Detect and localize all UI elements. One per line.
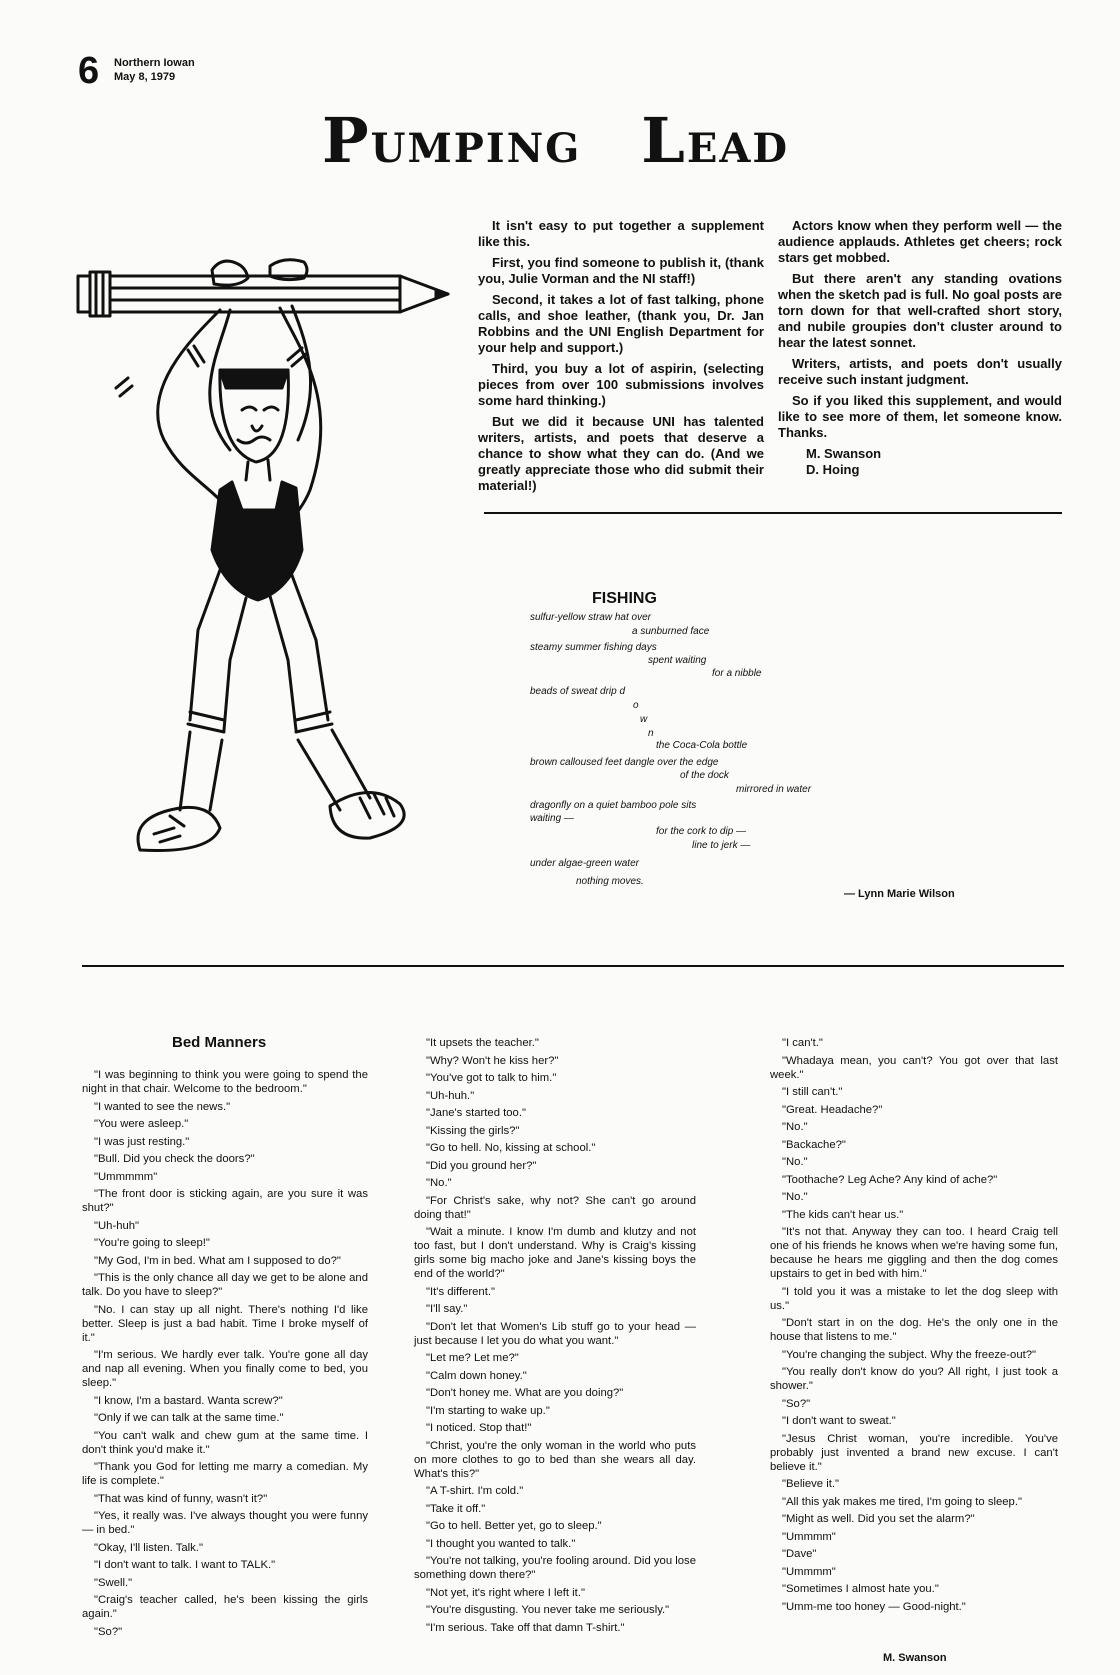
- poem-line: brown calloused feet dangle over the edge: [530, 757, 719, 768]
- paper-name: Northern Iowan: [114, 57, 195, 69]
- dialogue-paragraph: "You can't walk and chew gum at the same time. I don't think you'd make it.": [82, 1429, 368, 1456]
- dialogue-paragraph: "I was just resting.": [94, 1135, 190, 1148]
- poem-line: spent waiting: [648, 655, 707, 666]
- dialogue-paragraph: "Yes, it really was. I've always thought you were funny — in bed.": [82, 1510, 368, 1536]
- dialogue-paragraph: "I don't want to sweat.": [782, 1415, 896, 1427]
- masthead-block: [114, 56, 195, 84]
- dialogue-paragraph: "No.": [426, 1177, 452, 1189]
- dialogue-paragraph: "Great. Headache?": [782, 1103, 883, 1116]
- pencil-icon: [78, 272, 448, 316]
- intro-column-left: [478, 218, 764, 493]
- dialogue-paragraph: "I'm serious. We hardly ever talk. You're gone all day and nap all evening. When you finally come to bed, you sleep.": [82, 1349, 368, 1389]
- dialogue-paragraph: "All this yak makes me tired, I'm going to sleep.": [782, 1495, 1022, 1508]
- divider-rule: [484, 512, 1062, 514]
- dialogue-paragraph: "Not yet, it's right where I left it.": [426, 1586, 585, 1599]
- dialogue-paragraph: "Ummmm": [782, 1530, 836, 1543]
- poem-line: n: [648, 728, 654, 739]
- poem-line: of the dock: [680, 770, 729, 781]
- dialogue-paragraph: "You're going to sleep!": [94, 1237, 210, 1249]
- poem-line: mirrored in water: [736, 784, 812, 795]
- dialogue-paragraph: "Did you ground her?": [426, 1159, 537, 1172]
- dialogue-paragraph: "I'm serious. Take off that damn T-shirt.": [426, 1621, 625, 1634]
- dialogue-paragraph: "Only if we can talk at the same time.": [94, 1412, 284, 1424]
- dialogue-paragraph: "No.": [782, 1156, 808, 1168]
- dialogue-paragraph: "I noticed. Stop that!": [426, 1422, 532, 1434]
- dialogue-paragraph: "Might as well. Did you set the alarm?": [782, 1513, 975, 1525]
- dialogue-paragraph: "It upsets the teacher.": [426, 1037, 539, 1049]
- intro-column-right: [778, 218, 1062, 478]
- dialogue-paragraph: "Thank you God for letting me marry a comedian. My life is complete.": [82, 1461, 368, 1487]
- dialogue-paragraph: "No. I can stay up all night. There's nothing I'd like better. Sleep is just a bad habit. Time I broke myself of it.": [82, 1303, 368, 1344]
- dialogue-paragraph: "That was kind of funny, wasn't it?": [94, 1492, 268, 1505]
- dialogue-paragraph: "Swell.": [94, 1576, 133, 1589]
- dialogue-paragraph: "Ummmm": [782, 1565, 836, 1578]
- dialogue-paragraph: "You're not talking, you're fooling around. Did you lose something down there?": [414, 1555, 696, 1581]
- poem-line: waiting —: [530, 813, 574, 824]
- dialogue-paragraph: "Don't start in on the dog. He's the only one in the house that listens to me.": [770, 1317, 1058, 1343]
- intro-paragraph: It isn't easy to put together a supplement like this.: [478, 218, 764, 249]
- dialogue-paragraph: "You've got to talk to him.": [426, 1072, 557, 1084]
- poem-line: nothing moves.: [576, 876, 644, 887]
- dialogue-paragraph: "So?": [782, 1397, 811, 1410]
- dialogue-paragraph: "You're disgusting. You never take me seriously.": [426, 1604, 670, 1616]
- dialogue-paragraph: "Sometimes I almost hate you.": [782, 1583, 939, 1595]
- poem-line: steamy summer fishing days: [530, 642, 657, 653]
- poem-title: FISHING: [592, 590, 657, 607]
- dialogue-paragraph: "I was beginning to think you were going to spend the night in that chair. Welcome to the bedroom.": [82, 1069, 368, 1095]
- weightlifter-pencil-icon: [70, 250, 490, 920]
- poem-line: o: [633, 700, 639, 711]
- dialogue-paragraph: "Go to hell. No, kissing at school.": [426, 1142, 596, 1154]
- dialogue-paragraph: "Let me? Let me?": [426, 1352, 519, 1364]
- dialogue-paragraph: "Christ, you're the only woman in the world who puts on more clothes to go to bed than she wears all day. What's this?": [414, 1439, 696, 1480]
- dialogue-paragraph: "Whadaya mean, you can't? You got over that last week.": [770, 1054, 1058, 1081]
- intro-paragraph: But there aren't any standing ovations when the sketch pad is full. No goal posts are torn down for that well-crafted short story, and nubile groupies don't cluster around to hear the latest sonnet.: [778, 271, 1062, 350]
- dialogue-paragraph: "A T-shirt. I'm cold.": [426, 1485, 524, 1497]
- dialogue-paragraph: "Backache?": [782, 1138, 846, 1151]
- dialogue-paragraph: "This is the only chance all day we get to be alone and talk. Do you have to sleep?": [82, 1272, 368, 1298]
- dialogue-paragraph: "I know, I'm a bastard. Wanta screw?": [94, 1394, 283, 1407]
- dialogue-paragraph: "Ummmmm": [94, 1170, 158, 1183]
- poem-line: sulfur-yellow straw hat over: [530, 612, 651, 623]
- poem-line: for a nibble: [712, 668, 762, 679]
- dialogue-paragraph: "Go to hell. Better yet, go to sleep.": [426, 1520, 602, 1532]
- dialogue-paragraph: "Jesus Christ woman, you're incredible. You've probably just invented a brand new excuse. I can't believe it.": [770, 1432, 1058, 1473]
- dialogue-paragraph: "Believe it.": [782, 1478, 839, 1490]
- dialogue-paragraph: "So?": [94, 1625, 123, 1638]
- dialogue-paragraph: "I'll say.": [426, 1303, 468, 1315]
- poem-author: — Lynn Marie Wilson: [844, 888, 955, 900]
- poem-line: the Coca-Cola bottle: [656, 740, 748, 751]
- dialogue-paragraph: "The kids can't hear us.": [782, 1208, 904, 1221]
- dialogue-paragraph: "Uh-huh": [94, 1219, 140, 1232]
- dialogue-paragraph: "It's different.": [426, 1285, 495, 1298]
- poem-line: under algae-green water: [530, 858, 639, 869]
- dialogue-paragraph: "It's not that. Anyway they can too. I heard Craig tell one of his friends he knows when we're having some fun, because he hears me giggling and then the dog comes upstairs to get in bed with him.": [770, 1226, 1058, 1280]
- story-column-1: [82, 1068, 368, 1642]
- intro-paragraph: Third, you buy a lot of aspirin, (selecting pieces from over 100 submissions involves some hard thinking.): [478, 361, 764, 408]
- story-column-3: [770, 1036, 1058, 1617]
- dialogue-paragraph: "No.": [782, 1121, 808, 1133]
- dialogue-paragraph: "I told you it was a mistake to let the dog sleep with us.": [770, 1285, 1058, 1312]
- intro-paragraph: Writers, artists, and poets don't usually receive such instant judgment.: [778, 356, 1062, 387]
- dialogue-paragraph: "You're changing the subject. Why the freeze-out?": [782, 1348, 1037, 1361]
- dialogue-paragraph: "Why? Won't he kiss her?": [426, 1054, 559, 1067]
- dialogue-paragraph: "Craig's teacher called, he's been kissing the girls again.": [82, 1594, 368, 1620]
- headline-word-1: UMPING: [370, 125, 582, 172]
- intro-paragraph: Second, it takes a lot of fast talking, phone calls, and shoe leather, (thank you, Dr. Jan Robbins and the UNI English Department for your help and support.): [478, 292, 764, 355]
- story-column-2: [414, 1036, 696, 1638]
- intro-paragraph: But we did it because UNI has talented writers, artists, and poets that deserve a chance to show what they can do. (And we greatly appreciate those who did submit their material!): [478, 414, 764, 493]
- page-number: 6: [78, 50, 100, 92]
- story-title: Bed Manners: [172, 1034, 267, 1051]
- issue-date: May 8, 1979: [114, 71, 176, 83]
- headline-initial-p: P: [322, 104, 371, 177]
- story-author: M. Swanson: [883, 1652, 947, 1664]
- dialogue-paragraph: "Kissing the girls?": [426, 1124, 520, 1137]
- headline: [322, 104, 862, 177]
- dialogue-paragraph: "Take it off.": [426, 1502, 486, 1515]
- dialogue-paragraph: "I don't want to talk. I want to TALK.": [94, 1559, 276, 1571]
- dialogue-paragraph: "You really don't know do you? All right, I just took a shower.": [770, 1366, 1058, 1392]
- dialogue-paragraph: "I wanted to see the news.": [94, 1100, 231, 1113]
- dialogue-paragraph: "Don't let that Women's Lib stuff go to your head — just because I let you do what you want.": [414, 1320, 696, 1347]
- dialogue-paragraph: "For Christ's sake, why not? She can't go around doing that!": [414, 1194, 696, 1221]
- dialogue-paragraph: "My God, I'm in bed. What am I supposed to do?": [94, 1254, 341, 1267]
- dialogue-paragraph: "I still can't.": [782, 1086, 843, 1098]
- dialogue-paragraph: "Don't honey me. What are you doing?": [426, 1387, 624, 1399]
- dialogue-paragraph: "Bull. Did you check the doors?": [94, 1153, 255, 1165]
- dialogue-paragraph: "Toothache? Leg Ache? Any kind of ache?": [782, 1173, 998, 1186]
- dialogue-paragraph: "Uh-huh.": [426, 1089, 475, 1102]
- poem-line: for the cork to dip —: [656, 826, 747, 837]
- poem-line: w: [640, 714, 648, 725]
- dialogue-paragraph: "I can't.": [782, 1037, 823, 1049]
- signature: M. Swanson: [806, 446, 882, 461]
- dialogue-paragraph: "I thought you wanted to talk.": [426, 1537, 576, 1550]
- dialogue-paragraph: "Wait a minute. I know I'm dumb and klutzy and not too fast, but I don't understand. Why is Craig's kissing girls some big macho joke and Jane's kissing boys the end of the world?": [414, 1226, 696, 1280]
- dialogue-paragraph: "Okay, I'll listen. Talk.": [94, 1541, 203, 1554]
- dialogue-paragraph: "The front door is sticking again, are you sure it was shut?": [82, 1188, 368, 1214]
- headline-word-2: EAD: [686, 125, 790, 172]
- headline-initial-l: L: [641, 104, 687, 177]
- poem-line: a sunburned face: [632, 626, 710, 637]
- poem-line: line to jerk —: [692, 840, 751, 851]
- intro-paragraph: So if you liked this supplement, and would like to see more of them, let someone know. Thanks.: [778, 393, 1062, 440]
- dialogue-paragraph: "No.": [782, 1191, 808, 1203]
- intro-paragraph: Actors know when they perform well — the audience applauds. Athletes get cheers; rock stars get mobbed.: [778, 218, 1062, 265]
- signature: D. Hoing: [806, 462, 860, 477]
- poem-line: dragonfly on a quiet bamboo pole sits: [530, 800, 697, 811]
- dialogue-paragraph: "Calm down honey.": [426, 1369, 527, 1382]
- dialogue-paragraph: "You were asleep.": [94, 1118, 189, 1130]
- dialogue-paragraph: "Umm-me too honey — Good-night.": [782, 1600, 966, 1613]
- dialogue-paragraph: "Dave": [782, 1548, 817, 1560]
- intro-paragraph: First, you find someone to publish it, (thank you, Julie Vorman and the NI staff!): [478, 255, 764, 286]
- poem-line: beads of sweat drip d: [530, 686, 626, 697]
- dialogue-paragraph: "I'm starting to wake up.": [426, 1404, 550, 1417]
- divider-rule: [82, 965, 1064, 967]
- dialogue-paragraph: "Jane's started too.": [426, 1107, 526, 1119]
